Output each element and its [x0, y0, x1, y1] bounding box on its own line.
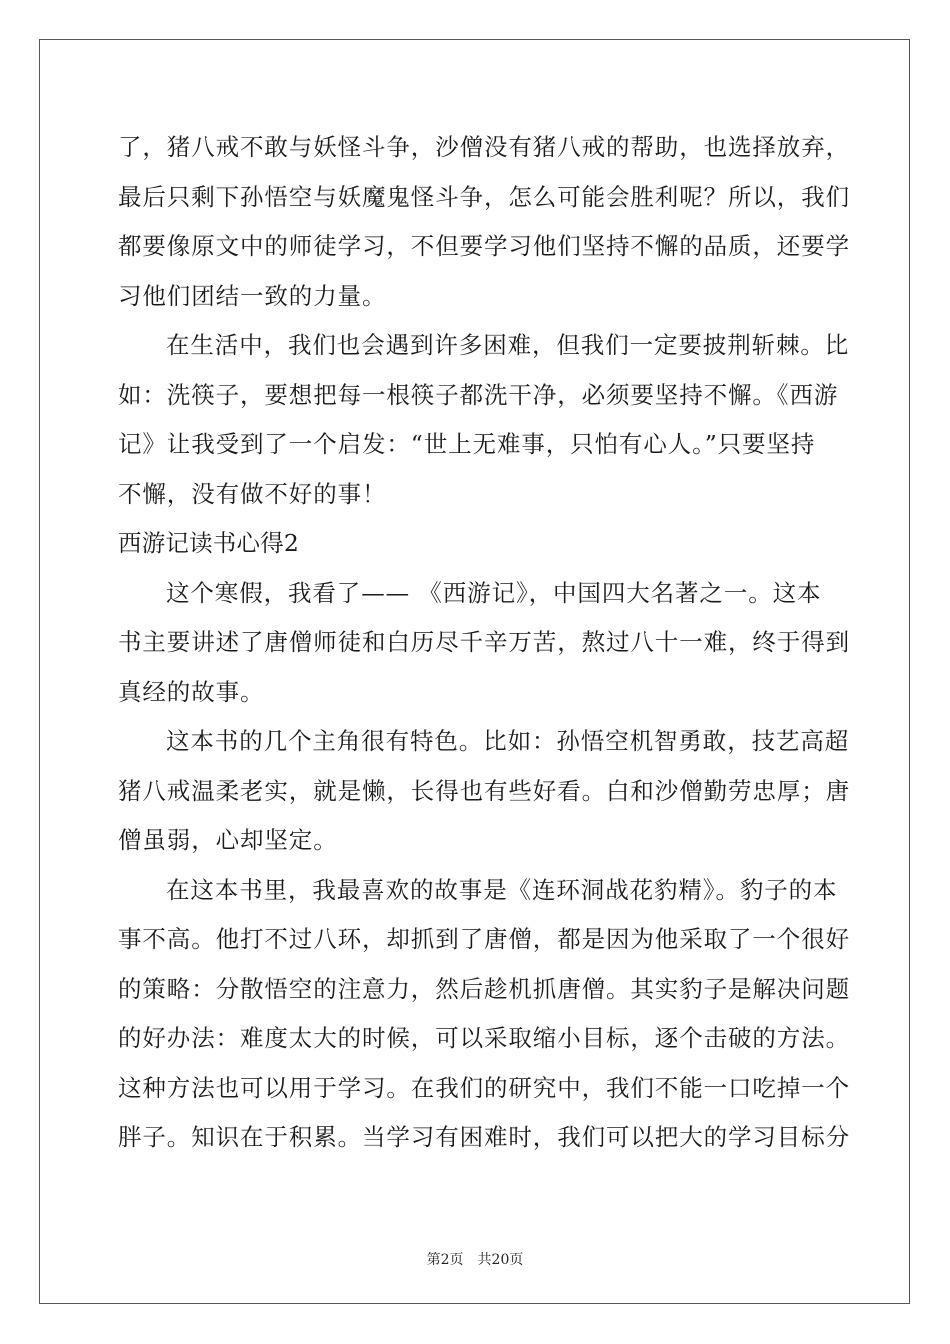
text-line: 都要像原文中的师徒学习，不但要学习他们坚持不懈的品质，还要学 [118, 232, 850, 260]
paragraph-start-line: 这本书的几个主角很有特色。比如：孙悟空机智勇敢，技艺高超 [166, 727, 850, 755]
text-line: 习他们团结一致的力量。 [118, 281, 387, 310]
text-line: 事不高。他打不过八环，却抓到了唐僧，都是因为他采取了一个很好 [118, 925, 850, 953]
paragraph-start-line: 这个寒假，我看了—— 《西游记》，中国四大名著之一。这本 [166, 578, 822, 607]
text-line: 的好办法：难度太大的时候，可以采取缩小目标，逐个击破的方法。 [118, 1024, 850, 1052]
text-line: 真经的故事。 [118, 677, 265, 706]
text-line: 书主要讲述了唐僧师徒和白历尽千辛万苦，熬过八十一难，终于得到 [118, 628, 850, 656]
paragraph-start-line: 在这本书里，我最喜欢的故事是《连环洞战花豹精》。豹子的本 [166, 875, 838, 904]
text-line: 的策略：分散悟空的注意力，然后趁机抓唐僧。其实豹子是解决问题 [118, 974, 850, 1003]
page-number: 第2页 [426, 1252, 464, 1268]
page-total: 共20页 [477, 1252, 524, 1268]
paragraph-start-line: 在生活中，我们也会遇到许多困难，但我们一定要披荆斩棘。比 [166, 331, 850, 359]
text-line: 不懈，没有做不好的事！ [118, 479, 387, 508]
text-line: 最后只剩下孙悟空与妖魔鬼怪斗争，怎么可能会胜利呢？所以，我们 [118, 182, 850, 211]
text-line: 猪八戒温柔老实，就是懒，长得也有些好看。白和沙僧勤劳忠厚；唐 [118, 776, 850, 805]
text-line: 记》让我受到了一个启发：“世上无难事，只怕有心人。”只要坚持 [118, 430, 816, 458]
text-line: 僧虽弱，心却坚定。 [118, 826, 338, 854]
text-line: 如：洗筷子，要想把每一根筷子都洗干净，必须要坚持不懈。《西游 [118, 380, 839, 409]
section-heading: 西游记读书心得2 [118, 529, 300, 557]
document-body [118, 123, 850, 1163]
text-line: 胖子。知识在于积累。当学习有困难时，我们可以把大的学习目标分 [118, 1123, 850, 1151]
text-line: 这种方法也可以用于学习。在我们的研究中，我们不能一口吃掉一个 [118, 1073, 850, 1102]
page-footer [0, 1249, 950, 1269]
text-line: 了，猪八戒不敢与妖怪斗争，沙僧没有猪八戒的帮助，也选择放弃， [118, 133, 850, 161]
